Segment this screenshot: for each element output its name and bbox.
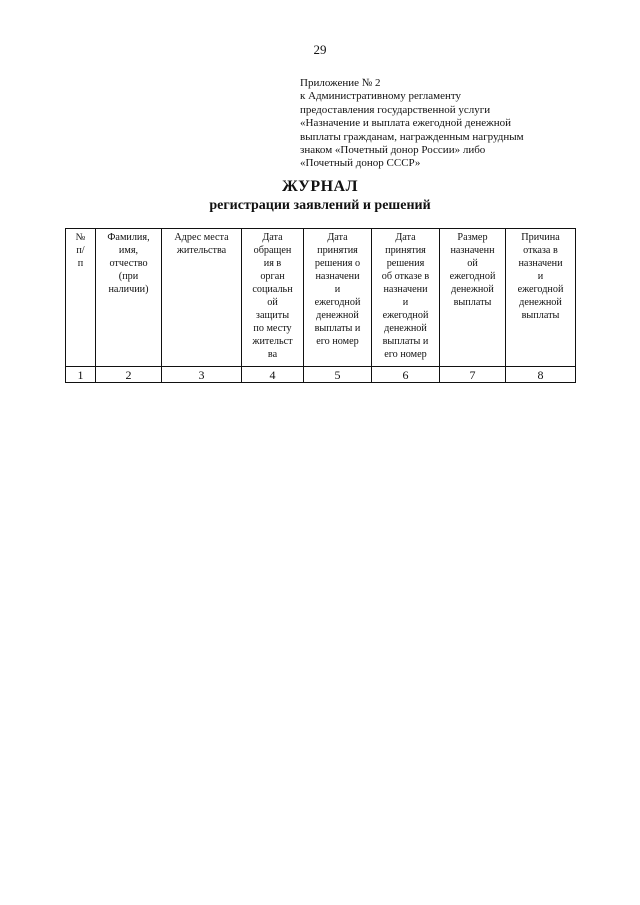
header-payment-amount: Размер назначенн ой ежегодной денежной выплаты [440, 229, 506, 367]
header-full-name: Фамилия, имя, отчество (при наличии) [96, 229, 162, 367]
column-number: 3 [162, 367, 242, 383]
appendix-line: выплаты гражданам, награжденным нагрудным [300, 130, 524, 143]
appendix-line: знаком «Почетный донор России» либо [300, 144, 486, 157]
journal-table [65, 228, 576, 383]
document-subtitle: регистрации заявлений и решений [209, 198, 431, 213]
appendix-line: «Почетный донор СССР» [300, 157, 421, 170]
column-number: 4 [242, 367, 304, 383]
header-refusal-reason: Причина отказа в назначени и ежегодной денежной выплаты [506, 229, 576, 367]
column-number-row [66, 367, 576, 383]
appendix-line: Приложение № 2 [300, 77, 381, 89]
header-row-number: № п/ п [66, 229, 96, 367]
header-grant-decision: Дата принятия решения о назначени и ежегодной денежной выплаты и его номер [304, 229, 372, 367]
appendix-block [300, 77, 600, 171]
column-number: 8 [506, 367, 576, 383]
appendix-line: к Административному регламенту [300, 90, 462, 103]
column-number: 2 [96, 367, 162, 383]
table-header-row [66, 229, 576, 367]
document-title: ЖУРНАЛ [281, 178, 359, 195]
column-number: 6 [372, 367, 440, 383]
page-number: 29 [313, 42, 327, 57]
appendix-line: «Назначение и выплата ежегодной денежной [300, 117, 511, 130]
column-number: 7 [440, 367, 506, 383]
header-application-date: Дата обращен ия в орган социальн ой защиты по месту жительст ва [242, 229, 304, 367]
column-number: 5 [304, 367, 372, 383]
column-number: 1 [66, 367, 96, 383]
header-refusal-decision: Дата принятия решения об отказе в назначени и ежегодной денежной выплаты и его номер [372, 229, 440, 367]
header-address: Адрес места жительства [162, 229, 242, 367]
appendix-line: предоставления государственной услуги [300, 103, 491, 116]
